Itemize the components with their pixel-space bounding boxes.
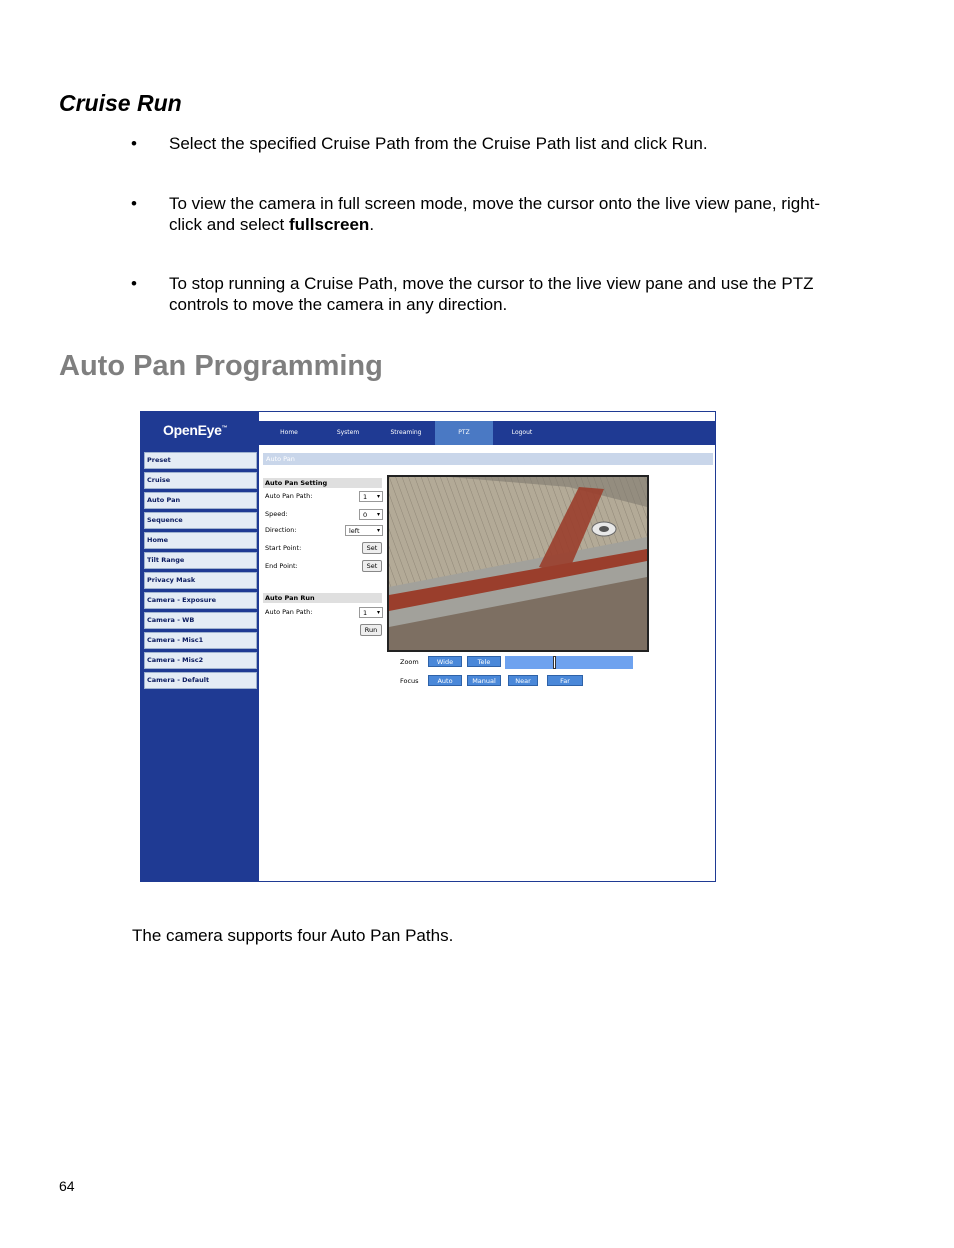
sidebar-nav <box>144 452 257 692</box>
bullet-text: Select the specified Cruise Path from the Cruise Path list and click Run. <box>169 134 708 153</box>
bullet-text <box>169 193 839 235</box>
chevron-down-icon: ▾ <box>376 609 380 616</box>
zoom-wide-button[interactable]: Wide <box>428 656 462 667</box>
speed-label: Speed: <box>265 510 288 518</box>
speed-select[interactable] <box>359 509 383 520</box>
auto-pan-run-header: Auto Pan Run <box>263 593 382 603</box>
sidebar-item-cruise[interactable]: Cruise <box>144 472 257 489</box>
tab-logout[interactable]: Logout <box>511 429 533 436</box>
focus-label: Focus <box>400 677 419 685</box>
sidebar-item-camera-wb[interactable]: Camera - WB <box>144 612 257 629</box>
page-number: 64 <box>59 1178 75 1194</box>
main-panel <box>259 445 716 881</box>
run-path-select[interactable] <box>359 607 383 618</box>
logo-text: OpenEye <box>163 422 222 438</box>
sidebar-item-privacy-mask[interactable]: Privacy Mask <box>144 572 257 589</box>
bullet-marker: • <box>131 134 137 153</box>
auto-pan-screenshot <box>140 411 716 882</box>
zoom-slider[interactable] <box>505 656 633 669</box>
run-path-label: Auto Pan Path: <box>265 608 313 616</box>
auto-pan-path-label: Auto Pan Path: <box>265 492 313 500</box>
bullet-marker: • <box>131 194 137 213</box>
tab-home[interactable]: Home <box>280 429 298 436</box>
sidebar-item-camera-misc2[interactable]: Camera - Misc2 <box>144 652 257 669</box>
camera-image <box>389 477 647 650</box>
bullet-text: To stop running a Cruise Path, move the cursor to the live view pane and use the PTZ controls to move the camera in any direction. <box>169 274 814 314</box>
chevron-down-icon: ▾ <box>376 511 380 518</box>
section-title-bar: Auto Pan <box>263 453 713 465</box>
tab-streaming[interactable]: Streaming <box>390 429 422 436</box>
sidebar-item-camera-default[interactable]: Camera - Default <box>144 672 257 689</box>
zoom-tele-button[interactable]: Tele <box>467 656 501 667</box>
selected-value: left <box>349 527 360 535</box>
sidebar-item-camera-misc1[interactable]: Camera - Misc1 <box>144 632 257 649</box>
chevron-down-icon: ▾ <box>376 493 380 500</box>
selected-value: 0 <box>363 511 368 519</box>
zoom-label: Zoom <box>400 658 419 666</box>
section-heading-cruise-run: Cruise Run <box>59 90 182 116</box>
focus-auto-button[interactable]: Auto <box>428 675 462 686</box>
tab-ptz[interactable]: PTZ <box>435 421 493 445</box>
auto-pan-setting-header: Auto Pan Setting <box>263 478 382 488</box>
auto-pan-path-select[interactable] <box>359 491 383 502</box>
direction-label: Direction: <box>265 526 297 534</box>
sidebar-item-auto-pan[interactable]: Auto Pan <box>144 492 257 509</box>
run-button[interactable]: Run <box>360 624 382 636</box>
selected-value: 1 <box>363 609 368 617</box>
selected-value: 1 <box>363 493 368 501</box>
bullet-marker: • <box>131 274 137 293</box>
focus-near-button[interactable]: Near <box>508 675 538 686</box>
end-point-label: End Point: <box>265 562 298 570</box>
zoom-slider-handle[interactable] <box>553 656 556 669</box>
section-heading-auto-pan: Auto Pan Programming <box>59 350 383 382</box>
trademark-mark: ™ <box>221 425 228 432</box>
sidebar-item-home[interactable]: Home <box>144 532 257 549</box>
sidebar <box>141 412 259 881</box>
sidebar-item-camera-exposure[interactable]: Camera - Exposure <box>144 592 257 609</box>
focus-far-button[interactable]: Far <box>547 675 583 686</box>
set-end-button[interactable]: Set <box>362 560 382 572</box>
bullet-text-pre: To view the camera in full screen mode, move the cursor onto the live view pane, right-click and select <box>169 194 821 234</box>
start-point-label: Start Point: <box>265 544 302 552</box>
openeye-logo <box>163 422 227 438</box>
set-start-button[interactable]: Set <box>362 542 382 554</box>
bullet-text-post: . <box>369 215 375 234</box>
bullet-text-bold: fullscreen <box>289 215 370 234</box>
live-view-pane[interactable] <box>387 475 649 652</box>
focus-manual-button[interactable]: Manual <box>467 675 501 686</box>
top-nav <box>259 421 716 445</box>
direction-select[interactable] <box>345 525 383 536</box>
sidebar-item-sequence[interactable]: Sequence <box>144 512 257 529</box>
tab-system[interactable]: System <box>336 429 360 436</box>
caption-text: The camera supports four Auto Pan Paths. <box>132 926 454 945</box>
sidebar-item-preset[interactable]: Preset <box>144 452 257 469</box>
sidebar-item-tilt-range[interactable]: Tilt Range <box>144 552 257 569</box>
chevron-down-icon: ▾ <box>376 527 380 534</box>
